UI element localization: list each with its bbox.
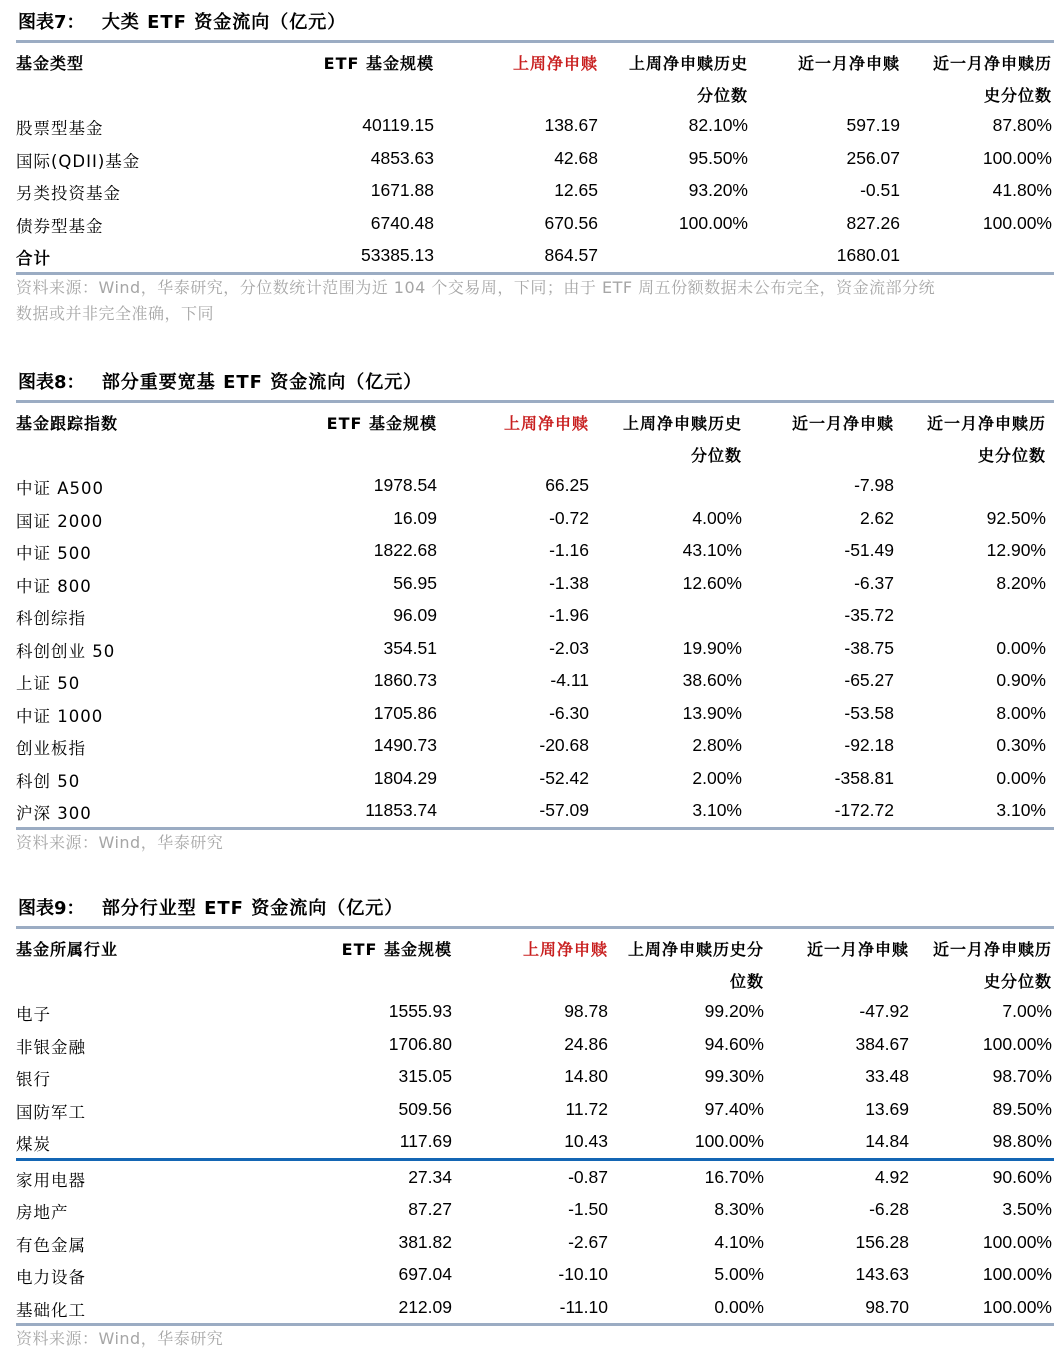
cell-month-pct: 100.00%: [982, 212, 1052, 233]
cell-month-pct: 0.90%: [996, 670, 1046, 690]
row-name: 中证 1000: [16, 706, 104, 726]
cell-month-pct: 41.80%: [992, 180, 1052, 200]
cell-week-net: 12.65: [554, 180, 598, 200]
cell-month-pct: 8.00%: [996, 702, 1046, 723]
cell-scale: 53385.13: [361, 245, 434, 265]
table-row-total: [16, 239, 1054, 272]
cell-week-pct: 100.00%: [678, 212, 748, 233]
cell-month-net: 256.07: [846, 147, 900, 168]
table-row: [16, 632, 1054, 665]
cell-week-net: -52.42: [539, 767, 589, 788]
col-header-week-net: 上周净申赎: [503, 414, 589, 433]
table-row: [16, 599, 1054, 632]
cell-month-pct: 87.80%: [992, 115, 1052, 135]
cell-scale: 1705.86: [373, 702, 437, 723]
table-row: [16, 1226, 1054, 1259]
col-header-week-pct-line2: 位数: [729, 972, 764, 991]
col-header-week-pct: 上周净申赎历史分: [627, 940, 764, 959]
col-header-month-pct: 近一月净申赎历: [926, 414, 1046, 433]
table-row: [16, 207, 1054, 240]
cell-week-pct: 16.70%: [704, 1166, 764, 1187]
table7-source-note: 资料来源：Wind，华泰研究，分位数统计范围为近 104 个交易周，下同；由于 ETF 周五份额数据未公布完全，资金流部分统: [16, 277, 936, 297]
table-row: [16, 469, 1054, 502]
cell-week-pct: 99.30%: [704, 1066, 764, 1086]
cell-month-pct: 100.00%: [982, 1231, 1052, 1252]
row-name: 基础化工: [16, 1300, 86, 1320]
cell-week-net: -20.68: [539, 735, 589, 755]
cell-scale: 1804.29: [373, 767, 437, 788]
table7-body: [16, 109, 1054, 272]
col-header-scale: ETF 基金规模: [323, 54, 434, 73]
col-header-week-pct-line2: 分位数: [696, 86, 748, 105]
cell-month-pct: 12.90%: [986, 540, 1046, 560]
table-row: [16, 762, 1054, 795]
col-header-week-pct: 上周净申赎历史: [628, 54, 748, 73]
cell-week-net: 11.72: [565, 1098, 608, 1119]
table-row: [16, 1161, 1054, 1194]
row-name: 家用电器: [16, 1170, 86, 1190]
table9-title-text: 部分行业型 ETF 资金流向（亿元）: [101, 898, 404, 919]
col-header-month-pct-line2: 史分位数: [983, 972, 1052, 991]
table-row: [16, 1093, 1054, 1126]
table-row: [16, 794, 1054, 827]
row-name: 有色金属: [16, 1235, 86, 1255]
cell-scale: 16.09: [393, 507, 437, 528]
cell-month-pct: 100.00%: [982, 1264, 1052, 1284]
cell-month-pct: 98.80%: [992, 1131, 1052, 1151]
cell-week-net: -4.11: [550, 670, 589, 690]
cell-month-net: -92.18: [844, 735, 894, 755]
table-row: [16, 1028, 1054, 1061]
table-row: [16, 567, 1054, 600]
cell-scale: 509.56: [398, 1098, 452, 1119]
cell-month-pct: 100.00%: [982, 1033, 1052, 1054]
cell-week-pct: 99.20%: [704, 1001, 764, 1021]
row-name: 中证 500: [16, 544, 92, 563]
cell-month-net: 156.28: [855, 1231, 909, 1252]
table8-body: [16, 469, 1054, 827]
cell-scale: 1860.73: [373, 670, 437, 690]
cell-month-net: -172.72: [834, 800, 894, 820]
table8-title-prefix: 图表8：: [18, 372, 85, 393]
row-name: 科创 50: [16, 771, 81, 791]
row-name: 中证 800: [16, 576, 92, 596]
cell-week-pct: 13.90%: [682, 702, 742, 723]
col-header-scale: ETF 基金规模: [326, 414, 437, 433]
cell-week-net: -0.87: [568, 1166, 608, 1187]
cell-month-pct: 100.00%: [982, 1296, 1052, 1317]
table8-section: [16, 370, 1054, 856]
table-row: [16, 664, 1054, 697]
table-row: [16, 502, 1054, 535]
cell-month-pct: 100.00%: [982, 147, 1052, 168]
cell-week-pct: 0.00%: [714, 1296, 764, 1317]
table7-title: [16, 10, 1054, 36]
cell-month-net: -6.37: [854, 572, 894, 593]
table7-source-note-line2: 数据或并非完全准确，下同: [16, 303, 215, 323]
cell-scale: 315.05: [398, 1066, 452, 1086]
col-header-week-pct-line2: 分位数: [690, 446, 742, 465]
cell-scale: 1490.73: [373, 735, 437, 755]
cell-scale: 212.09: [398, 1296, 452, 1317]
cell-month-pct: 98.70%: [992, 1066, 1052, 1086]
col-header-name: 基金类型: [16, 54, 85, 73]
cell-week-net: 42.68: [554, 147, 598, 168]
cell-month-net: -35.72: [844, 605, 894, 625]
table-row: [16, 1291, 1054, 1324]
cell-month-net: -0.51: [860, 180, 900, 200]
cell-month-net: 33.48: [865, 1066, 909, 1086]
cell-scale: 1822.68: [373, 540, 437, 560]
col-header-name: 基金跟踪指数: [16, 414, 119, 433]
col-header-week-net: 上周净申赎: [512, 54, 598, 73]
cell-week-net: 138.67: [544, 115, 598, 135]
table7-title-prefix: 图表7：: [18, 12, 85, 33]
cell-week-net: 66.25: [545, 475, 589, 495]
cell-week-net: -57.09: [539, 800, 589, 820]
row-name: 国防军工: [16, 1102, 86, 1122]
cell-month-net: 98.70: [865, 1296, 909, 1317]
cell-month-net: -7.98: [854, 475, 894, 495]
table-row: [16, 174, 1054, 207]
row-name: 电力设备: [16, 1268, 86, 1287]
cell-scale: 4853.63: [370, 147, 434, 168]
row-name: 另类投资基金: [16, 184, 121, 203]
table-row: [16, 729, 1054, 762]
cell-week-net: -6.30: [549, 702, 589, 723]
cell-week-net: 24.86: [564, 1033, 608, 1054]
table-row: [16, 995, 1054, 1028]
row-name: 国际(QDII)基金: [16, 151, 141, 171]
row-name: 科创综指: [16, 609, 86, 628]
table9-title-prefix: 图表9：: [18, 898, 85, 919]
cell-month-pct: 8.20%: [996, 572, 1046, 593]
cell-scale: 96.09: [393, 605, 437, 625]
cell-week-pct: 38.60%: [682, 670, 742, 690]
row-name: 股票型基金: [16, 119, 104, 138]
cell-month-net: 13.69: [865, 1098, 909, 1119]
cell-scale: 87.27: [408, 1199, 452, 1219]
cell-week-net: -1.96: [549, 605, 589, 625]
row-name: 煤炭: [16, 1135, 51, 1154]
col-header-week-net: 上周净申赎: [522, 940, 608, 959]
col-header-month-pct-line2: 史分位数: [983, 86, 1052, 105]
cell-month-net: 1680.01: [836, 245, 900, 265]
cell-week-pct: 5.00%: [714, 1264, 764, 1284]
table9-title: [16, 896, 1054, 922]
row-name: 沪深 300: [16, 804, 92, 823]
cell-month-net: 384.67: [855, 1033, 909, 1054]
table9-body-bottom: [16, 1161, 1054, 1324]
cell-month-pct: 0.00%: [996, 767, 1046, 788]
cell-month-net: 14.84: [865, 1131, 909, 1151]
cell-week-pct: 12.60%: [682, 572, 742, 593]
cell-month-net: -53.58: [844, 702, 894, 723]
col-header-month-net: 近一月净申赎: [797, 54, 900, 73]
row-name: 创业板指: [16, 739, 86, 758]
cell-week-pct: 43.10%: [682, 540, 742, 560]
cell-week-pct: 4.10%: [714, 1231, 764, 1252]
col-header-month-pct-line2: 史分位数: [977, 446, 1046, 465]
cell-week-pct: 2.80%: [692, 735, 742, 755]
cell-week-pct: 100.00%: [694, 1131, 764, 1151]
cell-scale: 697.04: [398, 1264, 452, 1284]
row-name: 电子: [16, 1005, 51, 1024]
cell-month-pct: 89.50%: [992, 1098, 1052, 1119]
cell-scale: 381.82: [398, 1231, 452, 1252]
row-name: 房地产: [16, 1203, 69, 1222]
cell-scale: 40119.15: [362, 115, 434, 135]
cell-week-pct: 3.10%: [692, 800, 742, 820]
cell-month-net: 597.19: [846, 115, 900, 135]
cell-month-net: -47.92: [859, 1001, 909, 1021]
row-name: 科创创业 50: [16, 641, 116, 661]
cell-scale: 117.69: [399, 1131, 452, 1151]
cell-week-net: 98.78: [564, 1001, 608, 1021]
cell-week-net: -1.38: [549, 572, 589, 593]
cell-month-net: -38.75: [844, 637, 894, 658]
cell-scale: 11853.74: [365, 800, 437, 820]
cell-month-pct: 3.10%: [996, 800, 1046, 820]
cell-week-net: -1.16: [549, 540, 589, 560]
cell-week-pct: 4.00%: [692, 507, 742, 528]
table-row: [16, 534, 1054, 567]
cell-month-pct: 92.50%: [986, 507, 1046, 528]
cell-month-net: 4.92: [874, 1166, 909, 1187]
cell-week-net: -10.10: [558, 1264, 608, 1284]
table-row: [16, 1258, 1054, 1291]
cell-week-pct: 2.00%: [692, 767, 742, 788]
cell-week-net: -1.50: [568, 1199, 608, 1219]
cell-month-pct: 90.60%: [992, 1166, 1052, 1187]
table9-body-top: [16, 995, 1054, 1158]
cell-scale: 354.51: [383, 637, 437, 658]
row-name: 中证 A500: [16, 479, 105, 498]
cell-scale: 1706.80: [388, 1033, 452, 1054]
table-row: [16, 109, 1054, 142]
row-name: 合计: [16, 249, 51, 268]
cell-week-net: 14.80: [564, 1066, 608, 1086]
table8-source-note: 资料来源：Wind，华泰研究: [16, 832, 224, 852]
col-header-month-pct: 近一月净申赎历: [932, 54, 1052, 73]
cell-week-net: -2.03: [549, 637, 589, 658]
cell-week-net: 864.57: [544, 245, 598, 265]
cell-week-pct: 93.20%: [688, 180, 748, 200]
col-header-month-pct: 近一月净申赎历: [932, 940, 1052, 959]
table8-title-text: 部分重要宽基 ETF 资金流向（亿元）: [101, 372, 423, 393]
cell-week-net: 670.56: [544, 212, 598, 233]
col-header-month-net: 近一月净申赎: [791, 414, 894, 433]
cell-scale: 1555.93: [388, 1001, 452, 1021]
cell-week-pct: 94.60%: [704, 1033, 764, 1054]
cell-month-net: -358.81: [834, 767, 894, 788]
cell-week-pct: 19.90%: [682, 637, 742, 658]
cell-month-pct: 7.00%: [1002, 1001, 1052, 1021]
col-header-month-net: 近一月净申赎: [806, 940, 909, 959]
cell-scale: 1978.54: [373, 475, 437, 495]
cell-month-net: -6.28: [869, 1199, 909, 1219]
table9-section: [16, 896, 1054, 1352]
table-row: [16, 1060, 1054, 1093]
table9-header: [16, 929, 1054, 995]
cell-week-pct: 8.30%: [714, 1199, 764, 1219]
cell-week-pct: 97.40%: [704, 1098, 764, 1119]
table7-header: [16, 43, 1054, 109]
table-row: [16, 142, 1054, 175]
cell-month-net: -51.49: [844, 540, 894, 560]
cell-month-pct: 0.30%: [996, 735, 1046, 755]
row-name: 上证 50: [16, 674, 81, 693]
table-row: [16, 1193, 1054, 1226]
col-header-name: 基金所属行业: [16, 940, 119, 959]
table8-title: [16, 370, 1054, 396]
cell-month-net: 143.63: [855, 1264, 909, 1284]
cell-month-net: 827.26: [846, 212, 900, 233]
cell-week-net: -0.72: [549, 507, 589, 528]
table9-source-note: 资料来源：Wind，华泰研究: [16, 1329, 224, 1348]
cell-scale: 1671.88: [370, 180, 434, 200]
row-name: 债券型基金: [16, 216, 104, 236]
cell-week-net: -11.10: [559, 1296, 608, 1317]
cell-week-net: -2.67: [568, 1231, 608, 1252]
table-row: [16, 697, 1054, 730]
row-name: 银行: [16, 1070, 51, 1089]
cell-scale: 6740.48: [370, 212, 434, 233]
row-name: 非银金融: [16, 1037, 86, 1057]
cell-month-pct: 3.50%: [1002, 1199, 1052, 1219]
cell-scale: 27.34: [408, 1166, 452, 1187]
cell-month-net: -65.27: [844, 670, 894, 690]
cell-month-pct: 0.00%: [996, 637, 1046, 658]
cell-week-pct: 82.10%: [688, 115, 748, 135]
col-header-week-pct: 上周净申赎历史: [622, 414, 742, 433]
table7-section: [16, 10, 1054, 327]
table7-title-text: 大类 ETF 资金流向（亿元）: [101, 12, 347, 33]
cell-scale: 56.95: [393, 572, 437, 593]
row-name: 国证 2000: [16, 511, 104, 531]
cell-week-net: 10.43: [564, 1131, 608, 1151]
table8-header: [16, 403, 1054, 469]
cell-month-net: 2.62: [859, 507, 894, 528]
table-row: [16, 1125, 1054, 1158]
cell-week-pct: 95.50%: [688, 147, 748, 168]
col-header-scale: ETF 基金规模: [341, 940, 452, 959]
